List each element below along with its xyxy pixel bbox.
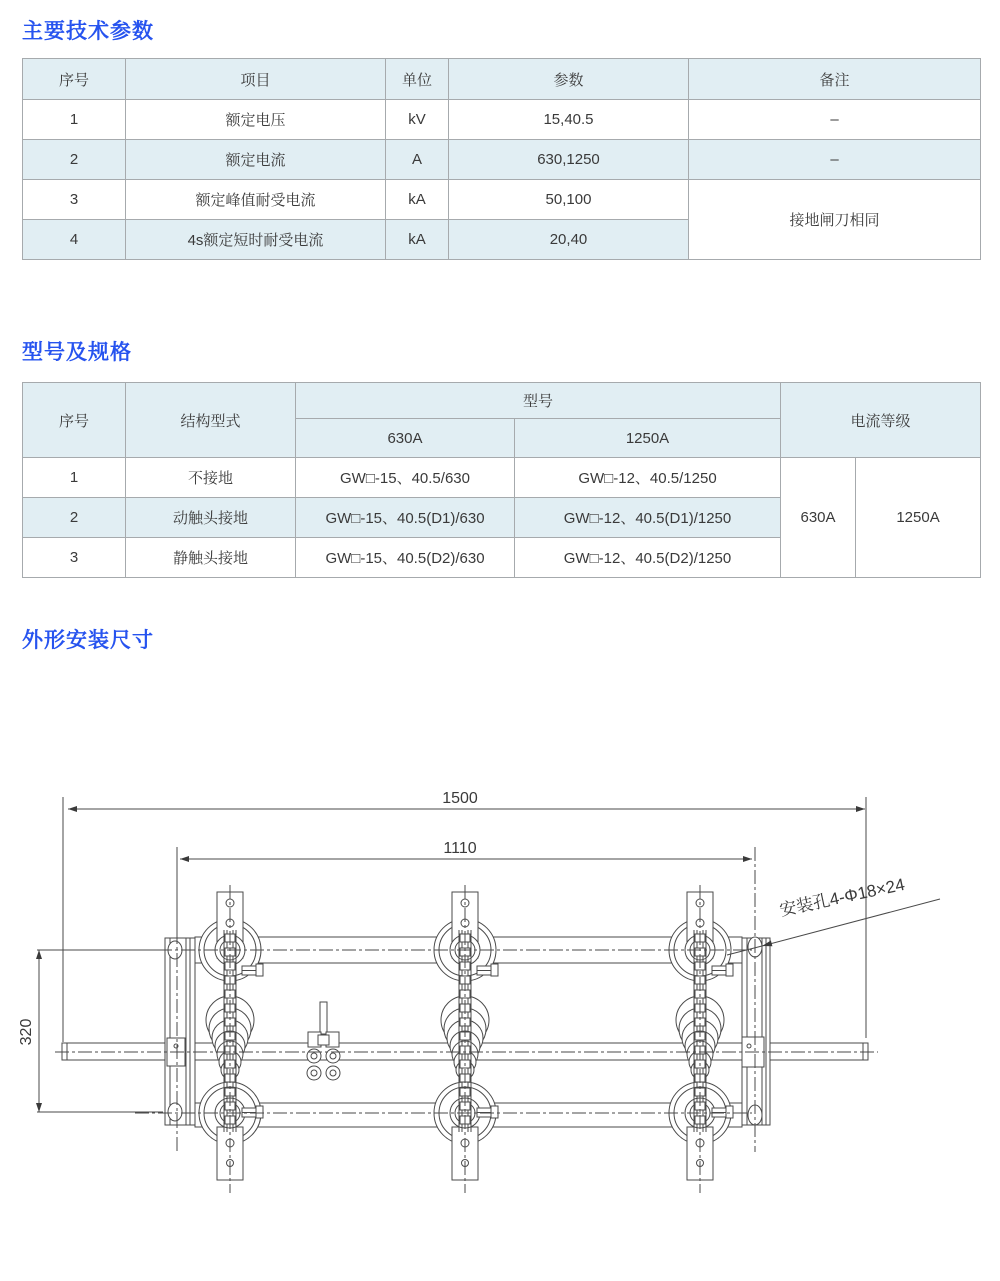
col-header-model-1250: 1250A: [515, 419, 781, 458]
mounting-hole: [168, 1103, 182, 1121]
table-row: [23, 458, 981, 498]
col-header-structure: 结构型式: [126, 383, 296, 458]
cell-no: 3: [23, 538, 126, 578]
dimension-320: [18, 950, 163, 1112]
cell-current-630: 630A: [781, 458, 856, 578]
tech-params-title: 主要技术参数: [22, 20, 154, 43]
mounting-hole-note-label: 安装孔4-Φ18×24: [777, 874, 907, 920]
table-row: [23, 180, 981, 220]
pole-assembly-1: [199, 885, 263, 1193]
dim-label-1110: 1110: [443, 840, 477, 857]
pole-assembly-2: [434, 885, 498, 1193]
dim-label-320: 320: [18, 1018, 35, 1046]
cell-model-630: GW□-15、40.5(D1)/630: [296, 498, 515, 538]
cell-model-1250: GW□-12、40.5(D2)/1250: [515, 538, 781, 578]
cell-item: 4s额定短时耐受电流: [126, 220, 386, 260]
cell-model-630: GW□-15、40.5/630: [296, 458, 515, 498]
dimensions-title: 外形安装尺寸: [22, 629, 154, 652]
cell-unit: kA: [386, 220, 449, 260]
cell-remark: –: [689, 140, 981, 180]
operating-mechanism: [307, 1002, 340, 1080]
col-header-model-630: 630A: [296, 419, 515, 458]
left-mounting-channel: [165, 938, 195, 1125]
table-row: [23, 140, 981, 180]
dim-label-1500: 1500: [442, 790, 478, 807]
col-header-value: 参数: [449, 59, 689, 100]
outline-installation-drawing: [0, 780, 1000, 1210]
tech-params-table: [22, 58, 981, 260]
tech-table-header-row: [23, 59, 981, 100]
cell-value: 15,40.5: [449, 100, 689, 140]
cell-no: 4: [23, 220, 126, 260]
cell-structure: 静触头接地: [126, 538, 296, 578]
model-spec-table: [22, 382, 981, 578]
cell-current-1250: 1250A: [856, 458, 981, 578]
cell-remark: –: [689, 100, 981, 140]
cell-model-1250: GW□-12、40.5(D1)/1250: [515, 498, 781, 538]
cell-value: 630,1250: [449, 140, 689, 180]
models-title: 型号及规格: [22, 341, 132, 364]
cell-no: 1: [23, 100, 126, 140]
cell-unit: A: [386, 140, 449, 180]
cell-structure: 不接地: [126, 458, 296, 498]
cell-item: 额定电流: [126, 140, 386, 180]
col-header-no: 序号: [23, 59, 126, 100]
table-row: [23, 100, 981, 140]
cell-no: 3: [23, 180, 126, 220]
cell-remark-merged: 接地闸刀相同: [689, 180, 981, 260]
cell-item: 额定电压: [126, 100, 386, 140]
cell-structure: 动触头接地: [126, 498, 296, 538]
cell-unit: kA: [386, 180, 449, 220]
right-mounting-channel: [742, 937, 770, 1125]
col-header-model: 型号: [296, 383, 781, 419]
cell-no: 2: [23, 140, 126, 180]
cell-no: 1: [23, 458, 126, 498]
cell-unit: kV: [386, 100, 449, 140]
cell-model-1250: GW□-12、40.5/1250: [515, 458, 781, 498]
col-header-unit: 单位: [386, 59, 449, 100]
pole-assembly-3: [669, 885, 733, 1193]
cell-model-630: GW□-15、40.5(D2)/630: [296, 538, 515, 578]
cell-value: 20,40: [449, 220, 689, 260]
col-header-no: 序号: [23, 383, 126, 458]
col-header-item: 项目: [126, 59, 386, 100]
cell-value: 50,100: [449, 180, 689, 220]
model-table-header-row-1: [23, 383, 981, 419]
col-header-current-class: 电流等级: [781, 383, 981, 458]
cell-item: 额定峰值耐受电流: [126, 180, 386, 220]
cell-no: 2: [23, 498, 126, 538]
col-header-remark: 备注: [689, 59, 981, 100]
